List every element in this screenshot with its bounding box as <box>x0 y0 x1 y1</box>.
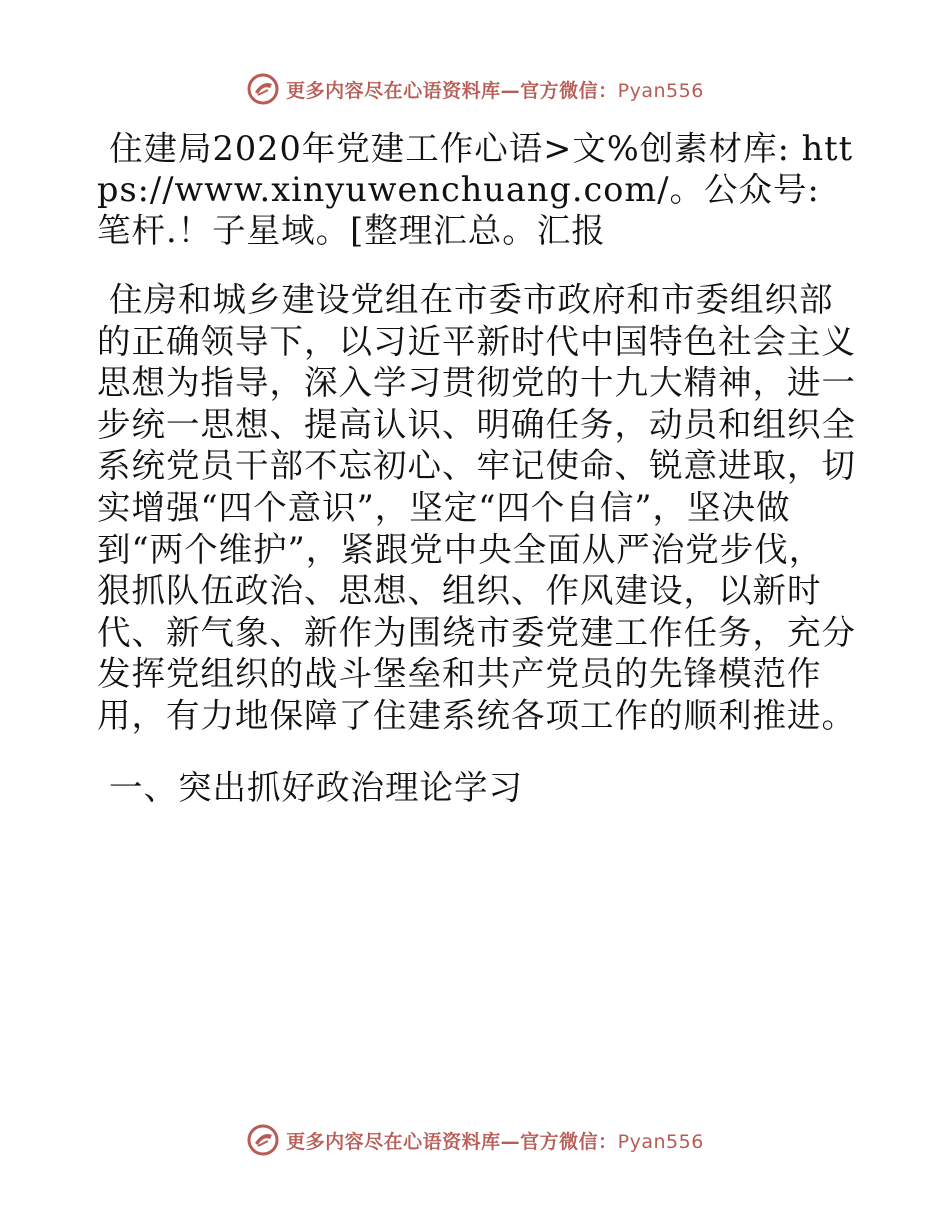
footer-watermark <box>0 1123 950 1157</box>
watermark-text: 更多内容尽在心语资料库—官方微信：Pyan556 <box>286 79 704 102</box>
document-title-line: 住建局2020年党建工作心语>文%创素材库: https://www.xinyuwenchuang.com/。公众号: 笔杆.！子星域。[整理汇总。汇报 <box>97 129 854 250</box>
watermark-logo-icon <box>246 72 280 106</box>
header-watermark <box>0 72 950 106</box>
document-body <box>97 128 857 808</box>
body-paragraph: 住房和城乡建设党组在市委市政府和市委组织部的正确领导下，以习近平新时代中国特色社会主义思想为指导，深入学习贯彻党的十九大精神，进一步统一思想、提高认识、明确任务，动员和组织全系统党员干部不忘初心、牢记使命、锐意进取，切实增强“四个意识”，坚定“四个自信”，坚决做到“两个维护”，紧跟党中央全面从严治党步伐，狠抓队伍政治、思想、组织、作风建设，以新时代、新气象、新作为围绕市委党建工作任务，充分发挥党组织的战斗堡垒和共产党员的先锋模范作用，有力地保障了住建系统各项工作的顺利推进。 <box>97 280 856 735</box>
section-heading: 一、突出抓好政治理论学习 <box>109 767 523 807</box>
watermark-logo-icon <box>246 1123 280 1157</box>
watermark-text: 更多内容尽在心语资料库—官方微信：Pyan556 <box>286 1130 704 1153</box>
